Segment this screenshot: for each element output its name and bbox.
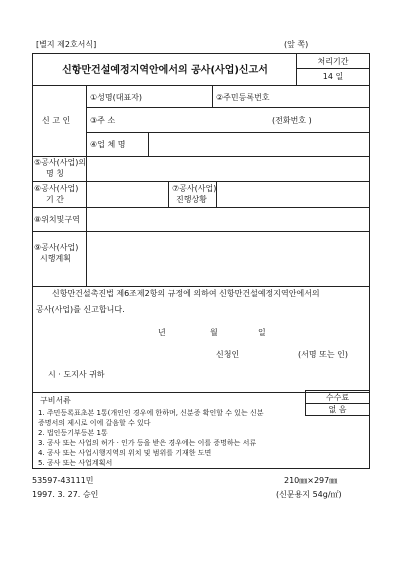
date-day: 일 [258,328,266,337]
date-year: 년 [158,328,166,337]
name-label: ①성명(대표자) [90,93,143,102]
page-side: (앞 쪽) [284,40,309,49]
approval-date: 1997. 3. 27. 승인 [32,490,99,499]
rrn-input[interactable] [278,90,370,106]
fee-value: 없 음 [328,405,347,414]
processing-period-days: 14 일 [322,72,344,81]
fee-label: 수수료 [325,393,350,402]
recipient: 시 · 도지사 귀하 [48,370,105,379]
plan-label-1: ⑨공사(사업) [34,243,79,252]
paper-size: 210㎜×297㎜ [284,476,338,485]
signature-note: (서명 또는 인) [298,350,348,359]
period-input[interactable] [90,187,168,203]
form-code: 53597-43111민 [32,476,94,485]
doc-item: 3. 공사 또는 사업의 허가 · 인가 등을 받은 경우에는 이를 증명하는 서류 [38,439,257,447]
work-name-label-2: 명 칭 [46,169,64,178]
location-input[interactable] [90,211,370,227]
date-month: 월 [210,328,218,337]
statement-line-2: 공사(사업)를 신고합니다. [36,305,125,314]
business-name-label: ④업 체 명 [90,140,126,149]
period-label-2: 기 간 [46,195,64,204]
form-title: 신항만건설예정지역안에서의 공사(사업)신고서 [62,65,268,76]
doc-item: 증명서의 제시로 이에 갈음할 수 있다 [38,419,151,427]
work-name-label-1: ⑤공사(사업)의 [34,158,87,167]
work-name-input[interactable] [90,161,370,177]
progress-label-2: 진행상황 [176,195,207,204]
statement-line-1: 신항만건설촉진법 제6조제2항의 규정에 의하여 신항만건설예정지역안에서의 [52,289,320,298]
rrn-label: ②주민등록번호 [216,93,270,102]
plan-input[interactable] [90,240,370,272]
period-label-1: ⑥공사(사업) [34,184,79,193]
processing-period-label: 처리기간 [317,57,349,66]
plan-label-2: 시행계획 [40,254,71,263]
paper-type: (신문용지 54g/㎡) [276,490,342,499]
doc-item: 4. 공사 또는 사업시행지역의 위치 및 범위를 기재한 도면 [38,449,212,457]
business-name-input[interactable] [152,137,366,153]
docs-title: 구비서류 [40,396,71,405]
applicant-label: 신청인 [216,350,240,359]
doc-item: 2. 법인등기부등본 1통 [38,429,108,437]
phone-label: (전화번호 ) [272,116,312,125]
progress-input[interactable] [220,187,370,203]
reporter-section-label: 신 고 인 [42,116,71,125]
form-number: [별지 제2호서식] [36,40,97,49]
progress-label-1: ⑦공사(사업) [172,184,217,193]
name-input[interactable] [150,90,214,106]
doc-item: 5. 공사 또는 사업계획서 [38,459,113,467]
address-input[interactable] [150,112,274,128]
address-label: ③주 소 [90,116,116,125]
location-label: ⑧위치및구역 [34,215,80,224]
doc-item: 1. 주민등록표초본 1통(개인인 경우에 한하며, 신분증 확인할 수 있는 신분 [38,409,264,417]
